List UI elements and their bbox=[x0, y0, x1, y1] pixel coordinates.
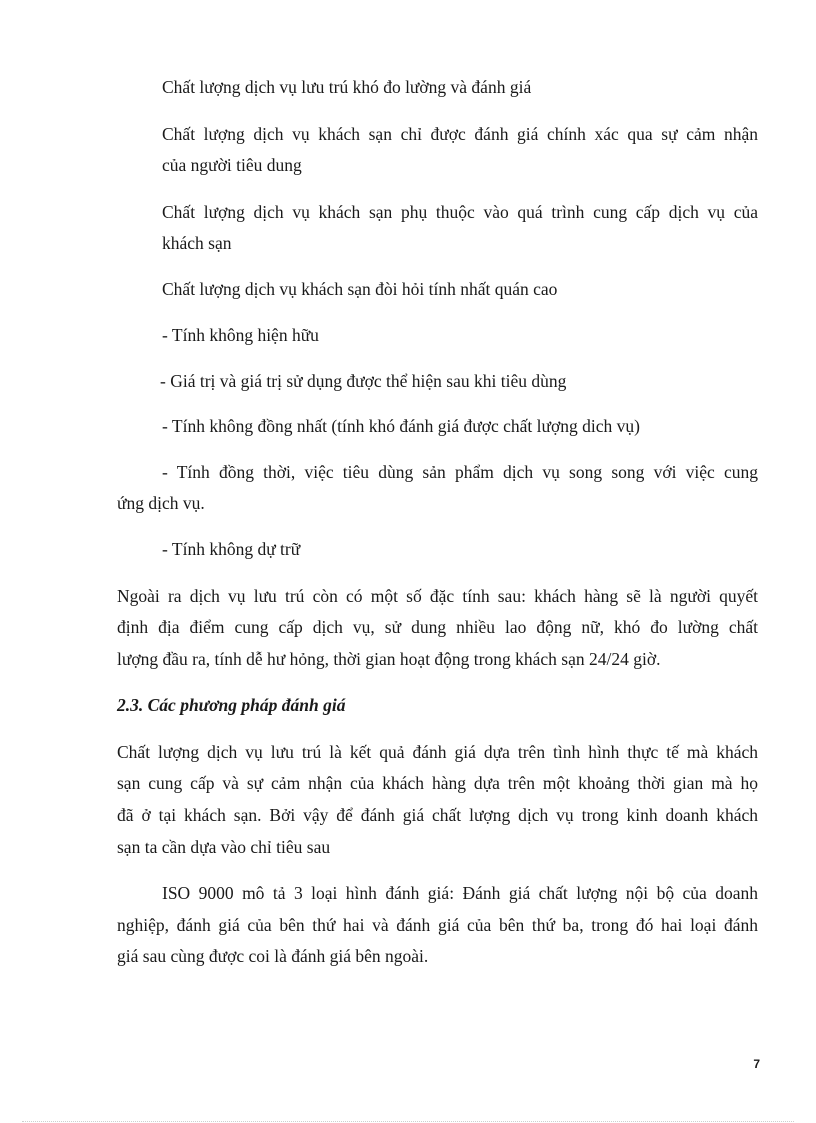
text-line: của người tiêu dung bbox=[162, 155, 302, 175]
text-line: Chất lượng dịch vụ lưu trú khó đo lường và đánh giá bbox=[162, 77, 532, 97]
text-line: khách sạn bbox=[162, 233, 232, 253]
text-line: - Tính không dự trữ bbox=[162, 539, 301, 559]
page-number: 7 bbox=[753, 1057, 760, 1071]
text-line: giá sau cùng được coi là đánh giá bên ngoài. bbox=[117, 946, 429, 966]
text-line: - Tính không hiện hữu bbox=[162, 325, 319, 345]
text-line: - Giá trị và giá trị sử dụng được thể hiện sau khi tiêu dùng bbox=[160, 371, 567, 391]
text-line: sạn cung cấp và sự cảm nhận của khách hàng dựa trên một khoảng thời gian mà họ bbox=[117, 773, 758, 793]
footer-divider bbox=[22, 1121, 794, 1122]
section-heading: 2.3. Các phương pháp đánh giá bbox=[117, 695, 346, 715]
text-line: Chất lượng dịch vụ khách sạn đòi hỏi tính nhất quán cao bbox=[162, 279, 558, 299]
text-line: đã ở tại khách sạn. Bởi vậy để đánh giá chất lượng dịch vụ trong kinh doanh khách bbox=[117, 805, 758, 825]
text-line: ứng dịch vụ. bbox=[117, 493, 205, 513]
text-line: Chất lượng dịch vụ lưu trú là kết quả đánh giá dựa trên tình hình thực tế mà khách bbox=[117, 742, 758, 762]
text-line: ISO 9000 mô tả 3 loại hình đánh giá: Đánh giá chất lượng nội bộ của doanh bbox=[162, 883, 758, 903]
text-line: Chất lượng dịch vụ khách sạn chỉ được đánh giá chính xác qua sự cảm nhận bbox=[162, 124, 758, 144]
text-line: nghiệp, đánh giá của bên thứ hai và đánh giá của bên thứ ba, trong đó hai loại đánh bbox=[117, 915, 758, 935]
text-line: Chất lượng dịch vụ khách sạn phụ thuộc vào quá trình cung cấp dịch vụ của bbox=[162, 202, 758, 222]
text-line: sạn ta cần dựa vào chỉ tiêu sau bbox=[117, 837, 331, 857]
text-line: định địa điểm cung cấp dịch vụ, sử dung nhiều lao động nữ, khó đo lường chất bbox=[117, 617, 758, 637]
text-line: - Tính không đồng nhất (tính khó đánh giá được chất lượng dich vụ) bbox=[162, 416, 640, 436]
text-line: Ngoài ra dịch vụ lưu trú còn có một số đặc tính sau: khách hàng sẽ là người quyết bbox=[117, 586, 758, 606]
text-line: - Tính đồng thời, việc tiêu dùng sản phẩm dịch vụ song song với việc cung bbox=[162, 462, 758, 482]
text-line: lượng đầu ra, tính dễ hư hỏng, thời gian hoạt động trong khách sạn 24/24 giờ. bbox=[117, 649, 661, 669]
